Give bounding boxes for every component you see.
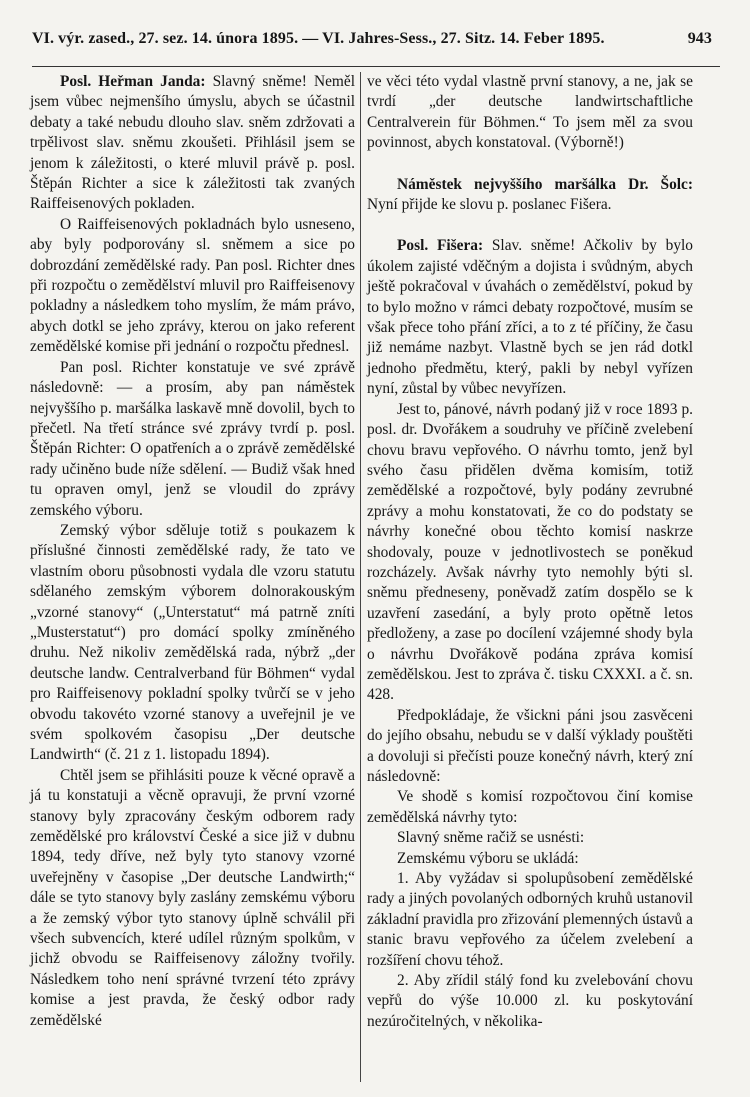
paragraph: Slavný sněme račiž se usnésti:	[397, 829, 585, 847]
paragraph	[367, 236, 693, 399]
right-column	[367, 72, 693, 1032]
speaker-name: Náměstek nejvyššího maršálka Dr. Šolc:	[397, 175, 693, 193]
column-divider	[360, 72, 361, 1082]
paragraph: O Raiffeisenových pokladnách bylo usneseno, aby byly podporovány sl. sněmem a sice po dobrozdání zemědělské rady. Pan posl. Richter dnes při rozpočtu o zemědělství mluvil pro Raiffeisenovy pokladny a následkem toho myslím, že mám právo, abych dotkl se jeho zprávy, kterou on jako referent zemědělské komise při jednání o rozpočtu přednesl.	[30, 215, 355, 356]
header-rule	[32, 66, 720, 67]
paragraph: Předpokládaje, že všickni páni jsou zasvěceni do jejího obsahu, nebudu se v další výklady pouštěti a dovoluji si přečísti pouze konečný návrh, který zní následovně:	[367, 706, 693, 785]
paragraph: Zemský výbor sděluje totiž s poukazem k příslušné činnosti zemědělské rady, že tato ve vlastním oboru působnosti vydala dle vzoru statutu sdělaného zemským výborem dolnorakouským „vzorné stanovy“ („Unterstatut“ má patrně zníti „Musterstatut“) pro domácí spolky zmíněného druhu. Než nikoliv zemědělská rada, nýbrž „der deutsche landw. Centralverband für Böhmen“ vydal pro Raiffeisenovy pokladní spolky tvůrčí se v jeho obvodu takovéto vzorné stanovy a uveřejnil je ve svém spolkovém časopisu „Der deutsche Landwirth“ (č. 21 z 1. listopadu 1894).	[30, 521, 355, 764]
paragraph: ve věci této vydal vlastně první stanovy, a ne, jak se tvrdí „der deutsche landwirtschaftliche Centralverein für Böhmen.“ To jsem měl za svou povinnost, abych konstatoval. (Výborně!)	[367, 73, 693, 152]
paragraph: Zemskému výboru se ukládá:	[397, 849, 579, 867]
speaker-name: Posl. Heřman Janda:	[60, 73, 206, 90]
header-title: VI. výr. zased., 27. sez. 14. února 1895. — VI. Jahres-Sess., 27. Sitz. 14. Feber 1895.	[32, 30, 605, 47]
paragraph: Chtěl jsem se přihlásiti pouze k věcné opravě a já tu konstatuji a věcně opravuji, že první vzorné stanovy byly zpracovány českým odborem rady zemědělské pro království České a sice již v dubnu 1894, tedy dříve, než byly tyto stanovy vzorné uveřejněny v časopise „Der deutsche Landwirth;“ dále se tyto stanovy byly zaslány zemskému výboru a že zemský výbor tyto stanovy úplně schválil při všech subvencích, které udílel různým spolkům, v jichž obvodu se Raiffeisenovy záložny tvořily. Následkem toho není správné tvrzení této zprávy komise a jest pravda, že český odbor rady zemědělské	[30, 766, 355, 1029]
paragraph-text: Slavný sněme! Neměl jsem vůbec nejmenšího úmyslu, abych se účastnil debaty a také nebudu dlouho slav. sněm zdržovati a trpělivost slav. sněmu zkoušeti. Přihlásil jsem se jenom k záležitosti, o které mluvil právě p. posl. Štěpán Richter a sice k záležitosti tak zvaných Raiffeisenových pokladen.	[30, 73, 355, 213]
paragraph: Jest to, pánové, návrh podaný již v roce 1893 p. posl. dr. Dvořákem a soudruhy ve příčině zvelebení chovu bravu vepřového. O návrhu tomto, jenž byl svého času přidělen dvěma komisím, totiž zemědělské a rozpočtové, byly podány zevrubné zprávy a mohu konstatovati, že co do podstaty se návrhy konečné obou těchto komisí naskrze shodovaly, pouze v jednotlivostech se poněkud rozcházely. Avšak návrhy tyto nemohly býti sl. sněmu předneseny, poněvadž zatím dospělo se k uzavření zasedání, a byly proto opětně letos předloženy, a zase po docílení vzájemné shody byla o návrhu Dvořákově podána zpráva komisí zemědělskou. Jest to zpráva č. tisku CXXXI. a č. sn. 428.	[367, 400, 693, 704]
paragraph: Ve shodě s komisí rozpočtovou činí komise zemědělská návrhy tyto:	[367, 788, 693, 826]
paragraph-text: Nyní přijde ke slovu p. poslanec Fišera.	[367, 196, 612, 214]
speaker-name: Posl. Fišera:	[397, 237, 484, 255]
paragraph: Pan posl. Richter konstatuje ve své zprávě následovně: — a prosím, aby pan náměstek nejvyššího p. maršálka laskavě mně dovolil, bych to přečetl. Na třetí stránce své zprávy tvrdí p. posl. Štěpán Richter: O opatřeních a o zprávě zemědělské rady učiněno bude níže sdělení. — Budiž však hned tu opraven omyl, jenž se vloudil do zprávy zemského výboru.	[30, 358, 355, 519]
left-column	[30, 72, 355, 1031]
paragraph-text: Slav. sněme! Ačkoliv by bylo úkolem zajisté vděčným a dojista i svůdným, abych ještě pokračoval v úvahách o zemědělství, pokud by to bylo možno v rámci debaty rozpočtové, musím se však přece toho přání zříci, a to z té příčiny, že času již nemáme nazbyt. Vlastně bych se jen rád dotkl jednoho předmětu, který, pakli by nebyl vyřízen nyní, zůstal by vůbec nevyřízen.	[367, 237, 693, 398]
paragraph	[367, 175, 693, 216]
paragraph: 1. Aby vyžádav si spolupůsobení zemědělské rady a jiných povolaných odborných kruhů ustanovil základní pravidla pro zřizování plemenných ústavů a stanic bravu vepřového za účelem zvelebení a rozšíření chovu téhož.	[367, 870, 693, 969]
paragraph: 2. Aby zřídil stálý fond ku zvelebování chovu vepřů do výše 10.000 zl. ku poskytování nezúročitelných, v několika-	[367, 972, 693, 1030]
paragraph	[30, 72, 355, 215]
page-header	[32, 30, 712, 48]
page-number: 943	[687, 30, 712, 47]
